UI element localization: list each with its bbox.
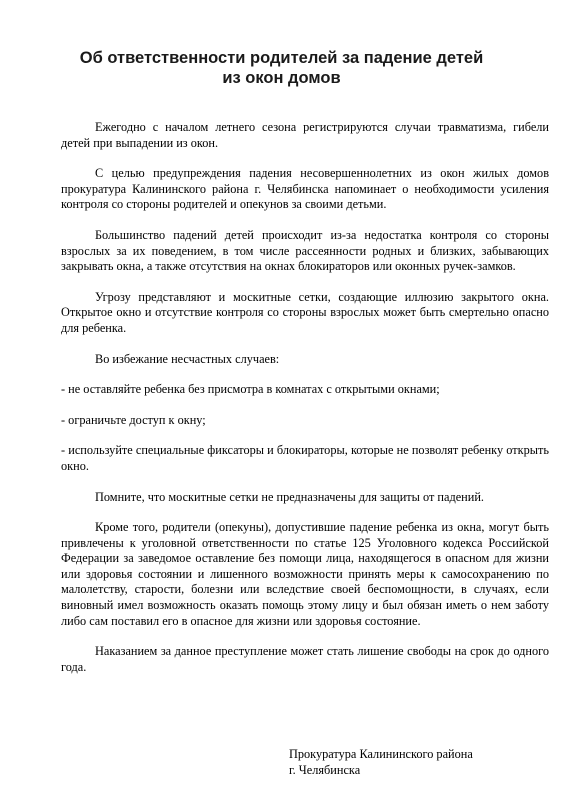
signature-block — [289, 747, 473, 778]
signature-line-2: г. Челябинска — [289, 762, 361, 777]
paragraph-intro: Ежегодно с началом летнего сезона регистрируются случаи травматизма, гибели детей при выпадении из окон. — [61, 120, 549, 150]
paragraph-causes: Большинство падений детей происходит из-за недостатка контроля со стороны взрослых за их поведением, в том числе рассеянности родных и близких, забывающих закрывать окна, а также отсутствия на окнах блокираторов или оконных ручек-замков. — [61, 227, 549, 274]
paragraph-reminder: Помните, что москитные сетки не предназначены для защиты от падений. — [95, 489, 485, 504]
paragraph-avoid-accidents: Во избежание несчастных случаев: — [95, 351, 280, 366]
title-line-1: Об ответственности родителей за падение детей — [79, 49, 484, 67]
title-line-2: из окон домов — [222, 69, 341, 87]
list-item-restrict-access: - ограничьте доступ к окну; — [61, 412, 206, 427]
signature-line-1: Прокуратура Калининского района — [289, 747, 473, 761]
paragraph-criminal-liability: Кроме того, родители (опекуны), допустившие падение ребенка из окна, могут быть привлечены к уголовной ответственности по статье 125 Уголовного кодекса Российской Федерации за заведомое оставление без помощи лица, находящегося в опасном для жизни или здоровья состоянии и лишенного возможности принять меры к самосохранению по малолетству, старости, болезни или вследствие своей беспомощности, в случаях, если виновный имел возможность оказать помощь этому лицу и был обязан иметь о нем заботу либо сам поставил его в опасное для жизни или здоровья состояние. — [61, 520, 549, 628]
paragraph-prevention: С целью предупреждения падения несовершеннолетних из окон жилых домов прокуратура Калининского района г. Челябинска напоминает о необходимости усиления контроля со стороны родителей и опекунов за своими детьми. — [61, 166, 549, 212]
document-title — [40, 48, 523, 88]
list-item-supervision: - не оставляйте ребенка без присмотра в комнатах с открытыми окнами; — [61, 382, 440, 397]
document-body — [61, 120, 549, 690]
list-item-window-locks: - используйте специальные фиксаторы и блокираторы, которые не позволят ребенку открыть окно. — [61, 443, 549, 473]
paragraph-mosquito-nets: Угрозу представляют и москитные сетки, создающие иллюзию закрытого окна. Открытое окно и отсутствие контроля со стороны взрослых может быть смертельно опасно для ребенка. — [61, 289, 549, 335]
paragraph-punishment: Наказанием за данное преступление может стать лишение свободы на срок до одного года. — [61, 644, 549, 674]
